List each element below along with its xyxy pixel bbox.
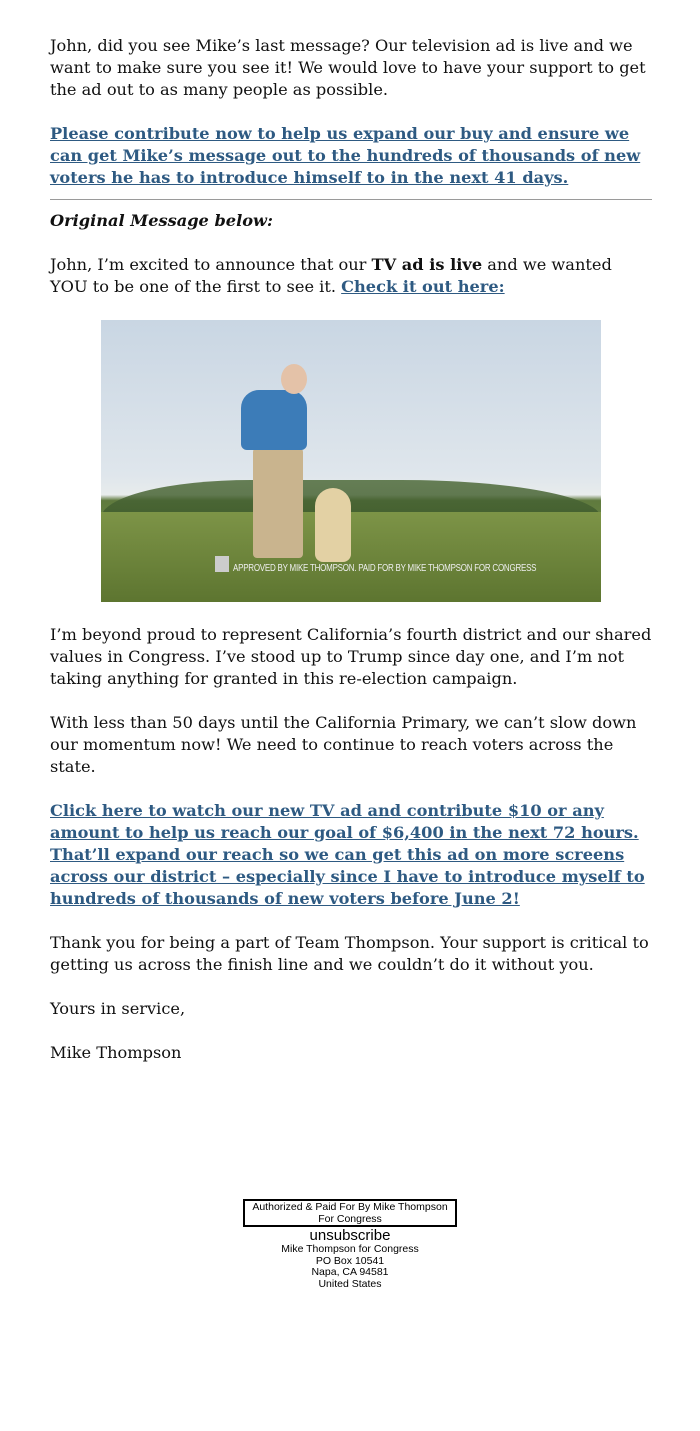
email-body: [50, 35, 652, 1086]
po-box: PO Box 10541: [315, 1254, 385, 1267]
signoff: Yours in service,: [50, 999, 186, 1018]
intro-paragraph: John, did you see Mike’s last message? Our television ad is live and we want to make sure you see it! We would love to have your support to get the ad out to as many people as possible.: [50, 36, 646, 99]
signature: Mike Thompson: [50, 1043, 182, 1062]
portrait-logo: [215, 556, 229, 572]
text: and we wanted YOU to be one of the first to see it.: [50, 255, 612, 296]
original-message-heading: Original Message below:: [50, 211, 273, 230]
grass: [101, 512, 601, 602]
paragraph: With less than 50 days until the California Primary, we can’t slow down our momentum now! We need to continue to reach voters across the state.: [50, 713, 637, 776]
check-it-out-link[interactable]: Check it out here:: [341, 277, 505, 296]
watch-and-contribute-link[interactable]: Click here to watch our new TV ad and contribute $10 or any amount to help us reach our goal of $6,400 in the next 72 hours. That’ll expand our reach so we can get this ad on more screens across our district – especially since I have to introduce myself to hundreds of thousands of new voters before June 2!: [50, 801, 645, 908]
man-figure: [253, 448, 303, 558]
man-figure: [281, 364, 307, 394]
org-name: Mike Thompson for Congress: [281, 1243, 419, 1255]
unsubscribe-link[interactable]: unsubscribe: [309, 1227, 391, 1244]
paragraph: Thank you for being a part of Team Thompson. Your support is critical to getting us across the finish line and we couldn’t do it without you.: [50, 933, 649, 974]
paragraph: I’m beyond proud to represent California’s fourth district and our shared values in Congress. I’ve stood up to Trump since day one, and I’m not taking anything for granted in this re-election campaign.: [50, 625, 652, 688]
text: John, I’m excited to announce that our: [50, 255, 372, 274]
divider: [50, 199, 652, 200]
contribute-link[interactable]: Please contribute now to help us expand our buy and ensure we can get Mike’s message out to the hundreds of thousands of new voters he has to introduce himself to in the next 41 days.: [50, 124, 641, 187]
tv-ad-image[interactable]: [101, 320, 601, 602]
authorized-box: Authorized & Paid For By Mike Thompson For Congress: [243, 1199, 457, 1227]
dog-figure: [315, 488, 351, 562]
man-figure: [241, 390, 307, 450]
footer: [0, 1199, 700, 1290]
country: United States: [318, 1277, 382, 1290]
announcement-paragraph: [50, 254, 652, 298]
image-caption: APPROVED BY MIKE THOMPSON. PAID FOR BY MIKE THOMPSON FOR CONGRESS: [233, 563, 537, 574]
city: Napa, CA 94581: [311, 1266, 389, 1278]
bold-text: TV ad is live: [371, 255, 483, 274]
